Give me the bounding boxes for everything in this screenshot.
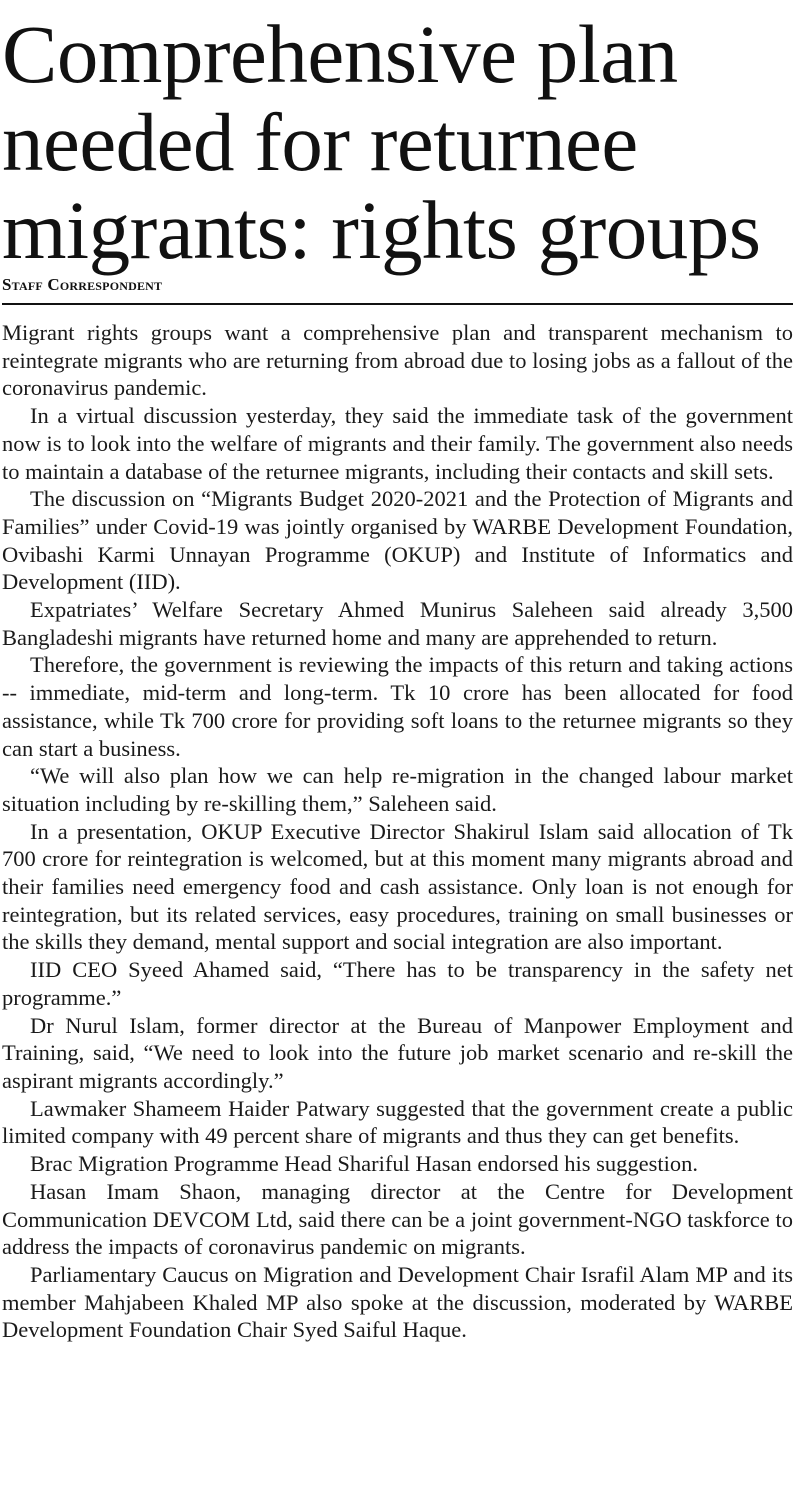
paragraph: Brac Migration Programme Head Shariful Hasan endorsed his suggestion. — [30, 1151, 698, 1177]
paragraph: In a virtual discussion yesterday, they said the immediate task of the government now is to look into the welfare of migrants and their family. The government also needs to maintain a database of the returnee migrants, including their contacts and skill sets. — [2, 403, 793, 484]
paragraph: Dr Nurul Islam, former director at the Bureau of Manpower Employment and Training, said, “We need to look into the future job market scenario and re-skill the aspirant migrants accordingly.” — [2, 1012, 793, 1093]
headline: Comprehensive plan needed for returnee migrants: rights groups — [2, 8, 761, 276]
article-body — [2, 319, 793, 1344]
byline: Staff Correspondent — [2, 275, 163, 294]
paragraph: Hasan Imam Shaon, managing director at the Centre for Development Communication DEVCOM Ltd, said there can be a joint government-NGO taskforce to address the impacts of coronavirus pandemic on migrants. — [2, 1178, 793, 1260]
paragraph: IID CEO Syeed Ahamed said, “There has to be transparency in the safety net programme.” — [2, 957, 793, 1010]
paragraph: Lawmaker Shameem Haider Patwary suggested that the government create a public limited company with 49 percent share of migrants and thus they can get benefits. — [2, 1095, 793, 1149]
paragraph: Expatriates’ Welfare Secretary Ahmed Munirus Saleheen said already 3,500 Bangladeshi migrants have returned home and many are apprehended to return. — [2, 597, 793, 650]
paragraph: Parliamentary Caucus on Migration and Development Chair Israfil Alam MP and its member Mahjabeen Khaled MP also spoke at the discussion, moderated by WARBE Development Foundation Chair Syed Saiful Haque. — [2, 1261, 793, 1343]
paragraph: The discussion on “Migrants Budget 2020-2021 and the Protection of Migrants and Families” under Covid-19 was jointly organised by WARBE Development Foundation, Ovibashi Karmi Unnayan Programme (OKUP) and Institute of Informatics and Development (IID). — [2, 486, 793, 595]
paragraph: “We will also plan how we can help re-migration in the changed labour market situation including by re-skilling them,” Saleheen said. — [2, 763, 793, 816]
paragraph: Therefore, the government is reviewing the impacts of this return and taking actions -- immediate, mid-term and long-term. Tk 10 crore has been allocated for food assistance, while Tk 700 crore for providing soft loans to the returnee migrants so they can start a business. — [2, 652, 793, 761]
paragraph: In a presentation, OKUP Executive Director Shakirul Islam said allocation of Tk 700 crore for reintegration is welcomed, but at this moment many migrants abroad and their families need emergency food and cash assistance. Only loan is not enough for reintegration, but its related services, easy procedures, training on small businesses or the skills they demand, mental support and social integration are also important. — [2, 818, 793, 955]
byline-divider — [2, 303, 793, 305]
paragraph: Migrant rights groups want a comprehensive plan and transparent mechanism to reintegrate migrants who are returning from abroad due to losing jobs as a fallout of the coronavirus pandemic. — [2, 320, 793, 401]
